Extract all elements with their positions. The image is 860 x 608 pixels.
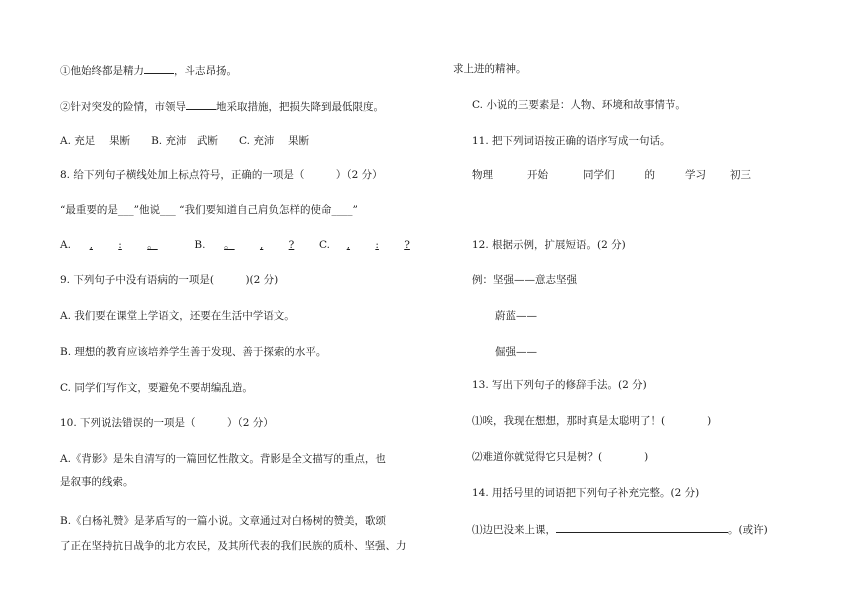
q8-option-c-mark-2: : xyxy=(375,239,379,251)
q8-option-b-label: B. xyxy=(194,239,206,251)
q8-stem: 8. 给下列句子横线处加上标点符号，正确的一项是（ ）（2 分） xyxy=(60,169,383,181)
q12-example: 例：坚强——意志坚强 xyxy=(472,274,577,286)
q8-option-a-mark-2: : xyxy=(118,239,122,251)
q10-option-b-line-2: 了正在坚持抗日战争的北方农民，及其所代表的我们民族的质朴、坚强、力 xyxy=(60,540,407,552)
q14-s1-blank xyxy=(556,521,728,533)
q8-options xyxy=(60,238,410,252)
q7-s2-text-after: 地采取措施，把损失降到最低限度。 xyxy=(216,101,384,113)
q9-option-a: A. 我们要在课堂上学语文，还要在生活中学语文。 xyxy=(60,310,295,322)
q14-s1-text: ⑴边巴没来上课， xyxy=(472,524,556,536)
q9-stem: 9. 下列句子中没有语病的一项是( )(2 分) xyxy=(60,274,279,286)
q7-options: A. 充足 果断 B. 充沛 武断 C. 充沛 果断 xyxy=(60,135,310,147)
q11-word-list xyxy=(472,168,751,182)
q14-s1-text-after: 。(或许) xyxy=(728,524,768,536)
q10-option-a-line-1: A.《背影》是朱自清写的一篇回忆性散文。背影是全文描写的重点，也 xyxy=(60,453,386,465)
q8-option-b-mark-3: ? xyxy=(288,239,295,251)
q13-sentence-1: ⑴唉，我现在想想，那时真是太聪明了！( ) xyxy=(472,415,712,427)
q11-word-2: 开始 xyxy=(527,169,548,181)
q8-option-b-mark-2: , xyxy=(259,239,264,251)
q7-s2-blank xyxy=(186,98,216,110)
q8-option-b-mark-1: 。 xyxy=(224,239,235,251)
q7-s1-text-after: ，斗志昂扬。 xyxy=(174,65,237,77)
q11-word-1: 物理 xyxy=(472,169,493,181)
q14-sentence-1 xyxy=(472,521,768,537)
q12-item-1: 蔚蓝—— xyxy=(495,310,537,322)
q13-stem: 13. 写出下列句子的修辞手法。(2 分) xyxy=(472,379,647,391)
q13-sentence-2: ⑵难道你就觉得它只是树？( ) xyxy=(472,451,649,463)
q7-sentence-1 xyxy=(60,62,237,78)
q11-word-5: 学习 xyxy=(685,169,706,181)
q10-option-a-line-2: 是叙事的线索。 xyxy=(60,476,134,488)
q10-option-b-line-3: 求上进的精神。 xyxy=(453,63,527,75)
q7-s2-text: ②针对突发的险情，市领导 xyxy=(60,101,186,113)
q7-s1-blank xyxy=(144,62,174,74)
q8-sentence: “最重要的是___”他说___ “我们要知道自己肩负怎样的使命____” xyxy=(60,204,358,216)
q8-option-a-label: A. xyxy=(60,239,71,251)
q9-option-c: C. 同学们写作文，要避免不要胡编乱造。 xyxy=(60,382,253,394)
q11-word-6: 初三 xyxy=(730,169,751,181)
q10-option-c: C. 小说的三要素是：人物、环境和故事情节。 xyxy=(472,99,686,111)
q8-option-a-mark-1: , xyxy=(89,239,93,251)
q12-stem: 12. 根据示例，扩展短语。(2 分) xyxy=(472,239,626,251)
q8-option-c-mark-1: , xyxy=(346,239,351,251)
q14-stem: 14. 用括号里的词语把下列句子补充完整。(2 分) xyxy=(472,487,700,499)
q9-option-b: B. 理想的教育应该培养学生善于发现、善于探索的水平。 xyxy=(60,346,327,358)
q10-stem: 10. 下列说法错误的一项是（ ）（2 分） xyxy=(60,417,274,429)
q7-sentence-2 xyxy=(60,98,384,114)
q10-option-b-line-1: B.《白杨礼赞》是茅盾写的一篇小说。文章通过对白杨树的赞美，歌颂 xyxy=(60,515,387,527)
q11-word-3: 同学们 xyxy=(583,169,615,181)
q7-s1-text: ①他始终都是精力 xyxy=(60,65,144,77)
q11-stem: 11. 把下列词语按正确的语序写成一句话。 xyxy=(472,135,671,147)
q12-item-2: 倔强—— xyxy=(495,346,537,358)
q8-option-c-label: C. xyxy=(318,239,330,251)
q11-word-4: 的 xyxy=(644,169,655,181)
q8-option-c-mark-3: ? xyxy=(404,239,410,251)
q8-option-a-mark-3: 。 xyxy=(147,239,158,251)
